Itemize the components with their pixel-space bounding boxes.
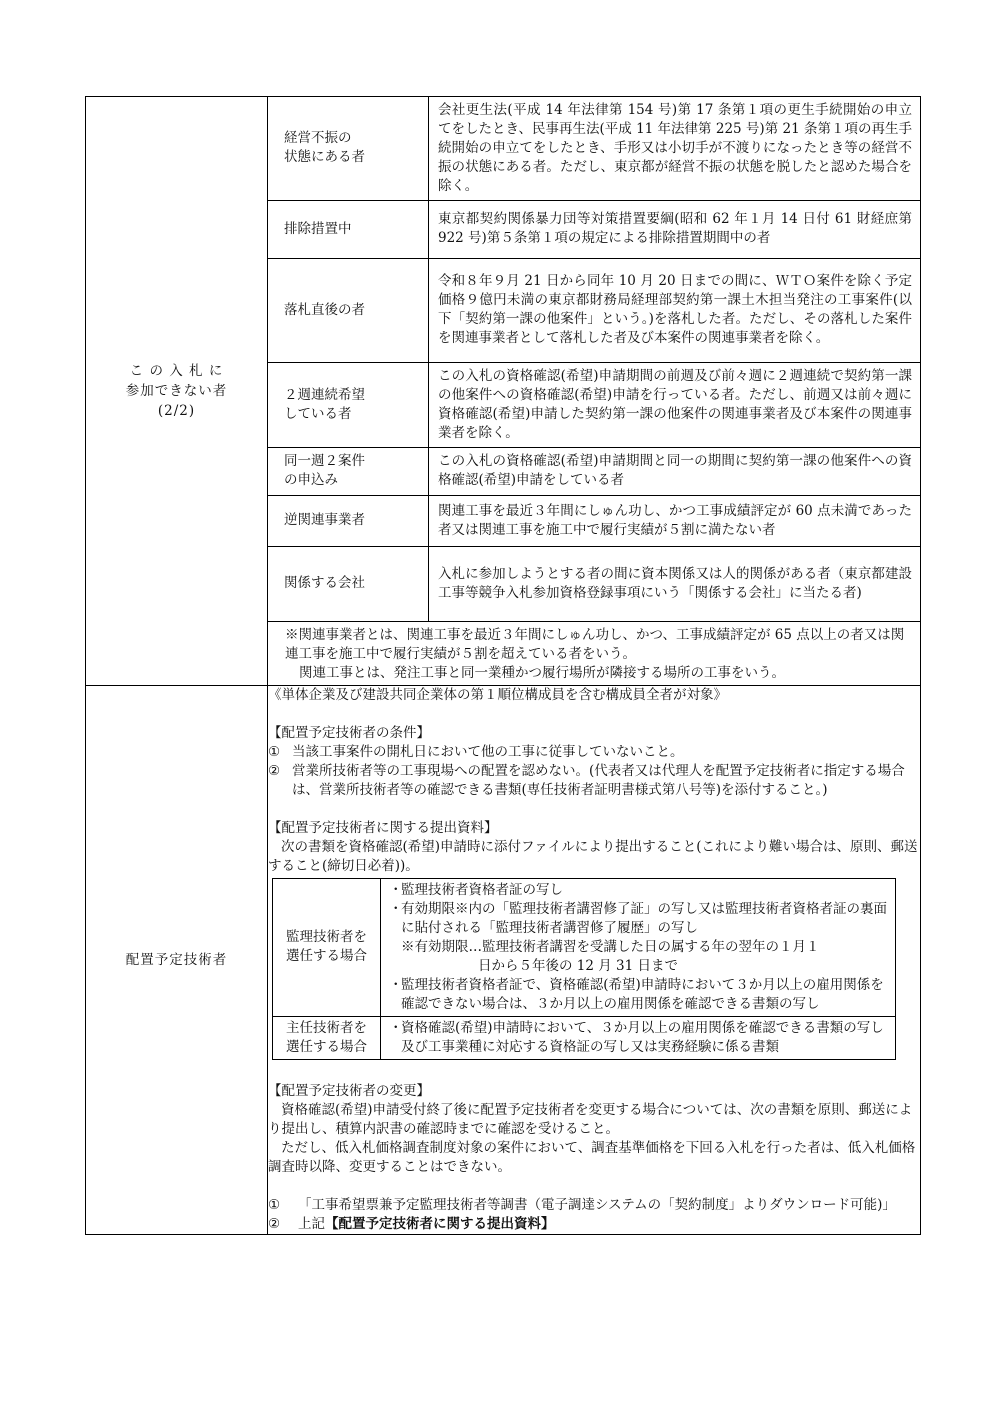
label-line: の申込み — [284, 472, 338, 488]
bullet-text: 有効期限※内の「監理技術者講習修了証」の写し又は監理技術者資格者証の裏面に貼付される「監理技術者講習修了履歴」の写し — [401, 900, 887, 936]
label-line: 落札直後の者 — [284, 301, 365, 318]
label-line: 監理技術者を — [286, 929, 367, 945]
supervisor-row — [273, 878, 896, 1016]
label-line: 経営不振の — [284, 130, 352, 147]
item-number: ① — [268, 1196, 281, 1213]
label-line: 選任する場合 — [286, 1038, 367, 1055]
docs-heading: 【配置予定技術者に関する提出資料】 — [268, 819, 498, 836]
ineligible-detail-cell — [268, 97, 921, 686]
row-text: この入札の資格確認(希望)申請期間の前週及び前々週に２週連続で契約第一課の他案件への資格確認(希望)申請を行っている者。ただし、前週又は前々週に資格確認(希望)申請した契約第一課の他案件の関連事業者及び本案件の関連事業者を除く。 — [429, 362, 921, 447]
engineer-category-cell: 配置予定技術者 — [86, 685, 268, 1234]
subtable-row — [268, 97, 920, 200]
chief-row — [273, 1016, 896, 1059]
ineligible-row — [86, 97, 921, 686]
bullet-mark: ・ — [389, 1019, 403, 1036]
label-line: 主任技術者を — [286, 1019, 367, 1036]
row-label — [268, 495, 429, 546]
condition-item — [268, 762, 920, 800]
note-text: ※関連事業者とは、関連工事を最近３年間にしゅん功し、かつ、工事成績評定が 65 点以上の者又は関連工事を施工中で履行実績が５割を超えている者をいう。 — [285, 626, 905, 662]
expiry-note: ※有効期限…監理技術者講習を受講した日の属する年の翌年の１月１ — [401, 938, 820, 955]
label-line: 状態にある者 — [284, 149, 365, 166]
row-label — [268, 447, 429, 495]
subtable-row — [268, 447, 920, 495]
change-heading: 【配置予定技術者の変更】 — [268, 1082, 430, 1099]
ineligible-subtable — [268, 97, 920, 685]
change-item — [268, 1196, 920, 1215]
change-paragraph: 資格確認(希望)申請受付終了後に配置予定技術者を変更する場合については、次の書類を原則、郵送により提出し、積算内訳書の確認時までに確認を受けること。 — [268, 1101, 913, 1137]
engineer-detail-cell — [268, 685, 921, 1234]
label-line: 関係する会社 — [284, 575, 365, 591]
item-number: ② — [268, 762, 281, 779]
row-text: 入札に参加しようとする者の間に資本関係又は人的関係がある者（東京都建設工事等競争入札参加資格登録事項にいう「関係する会社」に当たる者) — [429, 546, 921, 621]
row-label — [268, 546, 429, 621]
row-label — [268, 258, 429, 362]
subtable-row — [268, 200, 920, 258]
note-text: 関連工事とは、発注工事と同一業種かつ履行場所が隣接する場所の工事をいう。 — [299, 664, 785, 681]
chief-items — [381, 1016, 896, 1059]
item-number: ① — [268, 743, 281, 760]
row-text: 会社更生法(平成 14 年法律第 154 号)第 17 条第１項の更生手続開始の申立てをしたとき、民事再生法(平成 11 年法律第 225 号)第 21 条第１項の再生手続開始の申立てをしたとき、手形又は小切手が不渡りになったとき等の経営不振の状態にある者。ただし、東京都が経営不振の状態を脱したと認めた場合を除く。 — [429, 97, 921, 200]
ineligible-category-cell — [86, 97, 268, 686]
label-line: 逆関連事業者 — [284, 512, 365, 528]
category-line: 参加できない者 — [125, 382, 228, 399]
label-line: 同一週２案件 — [284, 453, 365, 469]
row-text: この入札の資格確認(希望)申請期間と同一の期間に契約第一課の他案件への資格確認(希望)申請をしている者 — [429, 447, 921, 495]
conditions-table — [85, 96, 921, 1235]
item-text — [292, 1215, 920, 1234]
category-line: こ の 入 札 に — [129, 362, 224, 379]
bullet-text: 資格確認(希望)申請時において、３か月以上の雇用関係を確認できる書類の写し及び工事業種に対応する資格証の写し又は実務経験に係る書類 — [401, 1019, 884, 1055]
chief-label — [273, 1016, 381, 1059]
change-item — [268, 1215, 920, 1234]
note-row — [268, 621, 920, 685]
label-line: ２週連続希望 — [284, 386, 365, 403]
bullet-mark: ・ — [389, 976, 403, 993]
bullet-text: 監理技術者資格者証で、資格確認(希望)申請時において３か月以上の雇用関係を確認できない場合は、３か月以上の雇用関係を確認できる書類の写し — [401, 976, 884, 1012]
subtable-row — [268, 495, 920, 546]
subtable-row — [268, 258, 920, 362]
bullet-mark: ・ — [389, 900, 403, 917]
supervisor-items — [381, 878, 896, 1016]
row-label — [268, 200, 429, 258]
conditions-heading: 【配置予定技術者の条件】 — [268, 724, 430, 741]
docs-subtable — [272, 878, 896, 1060]
doc-bullet-item — [389, 900, 889, 938]
doc-bullet-item — [389, 976, 889, 1014]
item-text: 営業所技術者等の工事現場への配置を認めない。(代表者又は代理人を配置予定技術者に指定する場合は、営業所技術者等の確認できる書類(専任技術者証明書様式第八号等)を添付すること。) — [292, 762, 905, 798]
item-number: ② — [268, 1215, 281, 1232]
related-business-note — [268, 621, 920, 685]
doc-bullet-item — [389, 1019, 889, 1057]
condition-item — [268, 743, 920, 762]
row-text: 関連工事を最近３年間にしゅん功し、かつ工事成績評定が 60 点未満であった者又は関連工事を施工中で履行実績が５割に満たない者 — [429, 495, 921, 546]
subtable-row — [268, 546, 920, 621]
row-text: 令和８年９月 21 日から同年 10 月 20 日までの間に、ＷＴＯ案件を除く予定価格９億円未満の東京都財務局経理部契約第一課土木担当発注の工事案件(以下「契約第一課の他案件」という。)を落札した者。ただし、その落札した案件を関連事業者として落札した者及び本案件の関連事業者を除く。 — [429, 258, 921, 362]
bullet-text: 監理技術者資格者証の写し — [401, 881, 563, 898]
docs-intro: 次の書類を資格確認(希望)申請時に添付ファイルにより提出すること(これにより難い場合は、原則、郵送すること(締切日必着))。 — [268, 838, 918, 874]
scope-text: 《単体企業及び建設共同企業体の第１順位構成員を含む構成員全者が対象》 — [268, 686, 727, 703]
item-text: 当該工事案件の開札日において他の工事に従事していないこと。 — [292, 743, 684, 760]
row-text: 東京都契約関係暴力団等対策措置要綱(昭和 62 年１月 14 日付 61 財経庶第 922 号)第５条第１項の規定による排除措置期間中の者 — [429, 200, 921, 258]
expiry-note: 日から５年後の 12 月 31 日まで — [478, 957, 679, 974]
label-line: 選任する場合 — [286, 948, 367, 964]
change-paragraph: ただし、低入札価格調査制度対象の案件において、調査基準価格を下回る入札を行った者は、低入札価格調査時以降、変更することはできない。 — [268, 1139, 916, 1175]
row-label — [268, 362, 429, 447]
item-text: 「工事希望票兼予定監理技術者等調書（電子調達システムの「契約制度」よりダウンロード可能)」 — [298, 1196, 896, 1213]
subtable-row — [268, 362, 920, 447]
item-bold-ref: 【配置予定技術者に関する提出資料】 — [325, 1215, 555, 1232]
document-page — [85, 96, 921, 1235]
label-line: している者 — [284, 405, 352, 422]
item-prefix: 上記 — [298, 1215, 325, 1232]
row-label — [268, 97, 429, 200]
bullet-mark: ・ — [389, 881, 403, 898]
label-line: 排除措置中 — [284, 220, 352, 237]
category-line: (2/2) — [157, 402, 196, 419]
supervisor-label — [273, 878, 381, 1016]
engineer-row — [86, 685, 921, 1234]
doc-bullet-item — [389, 881, 889, 900]
